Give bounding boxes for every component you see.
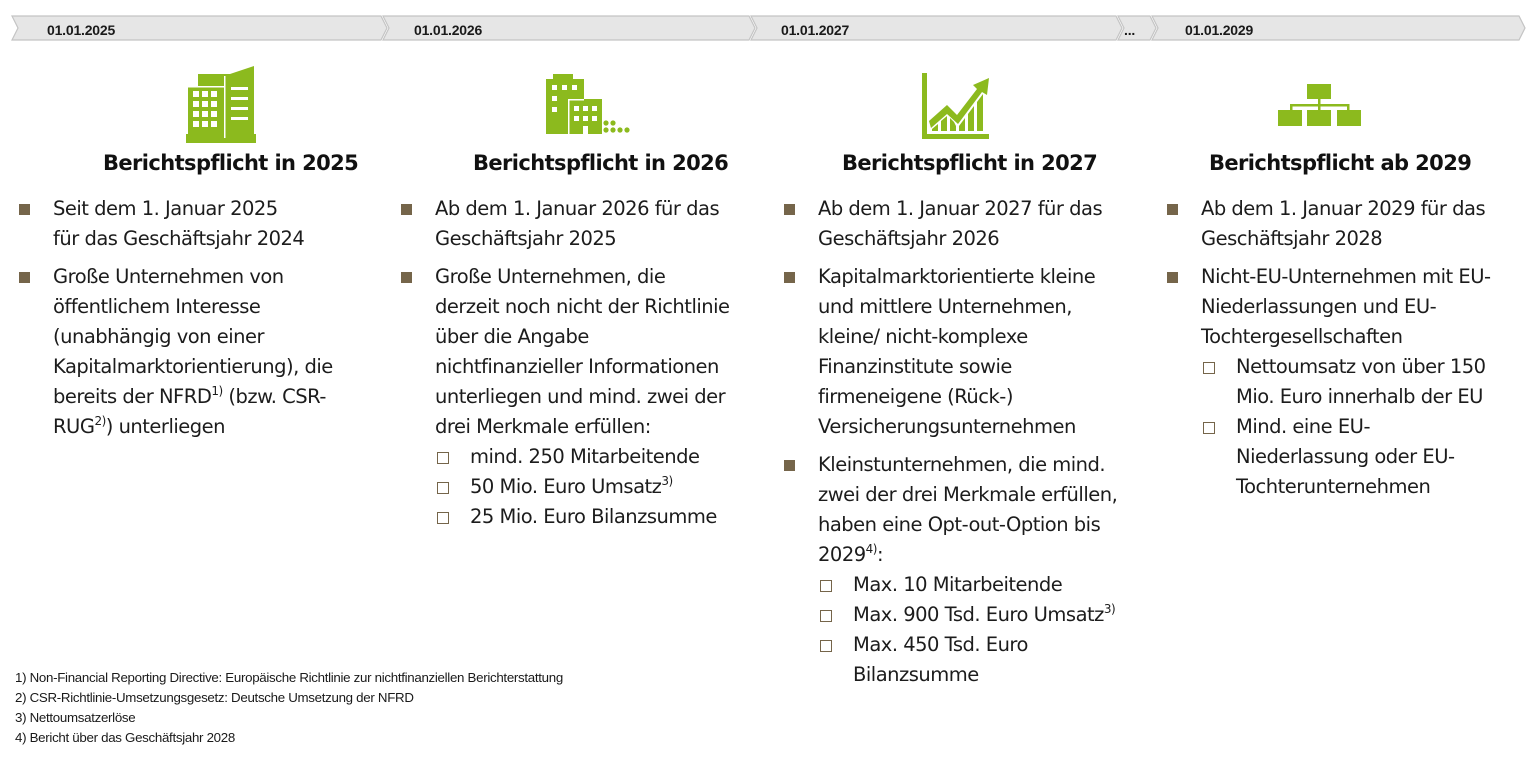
sub-list-item: 50 Mio. Euro Umsatz$^{3)}$	[435, 472, 775, 502]
sub-list-item: Max. 10 Mitarbeitende	[818, 570, 1158, 600]
timeline-label-2029: 01.01.2029	[1185, 22, 1254, 38]
footnote-ref: 3)	[661, 474, 673, 488]
footnote-3: 3) Nettoumsatzerlöse	[15, 710, 136, 725]
footnote-4: 4) Bericht über das Geschäftsjahr 2028	[15, 730, 235, 745]
timeline-label-2027: 01.01.2027	[781, 22, 850, 38]
column-title: Berichtspflicht in 2025	[103, 151, 359, 175]
sub-list	[818, 570, 1158, 690]
footnote-1: 1) Non-Financial Reporting Directive: Europäische Richtlinie zur nichtfinanziellen Berichterstattung	[15, 670, 563, 685]
company-buildings-icon	[545, 74, 631, 141]
org-chart-icon	[1278, 84, 1362, 133]
square-bullet-icon	[19, 204, 30, 215]
sub-list-item: Max. 450 Tsd. Euro Bilanzsumme	[818, 630, 1158, 690]
timeline-label-2025: 01.01.2025	[47, 22, 116, 38]
column-list	[435, 194, 775, 540]
footnote-ref: 1)	[211, 384, 223, 398]
timeline-label-ellipsis: ...	[1124, 22, 1136, 38]
list-item: Große Unternehmen, die derzeit noch nicht der Richtlinie über die Angabe nichtfinanzieller Informationen unterliegen und mind. zwei der drei Merkmale erfüllen: mind. 250 Mitarbeitende 50 Mio. Euro Umsatz$^{3)}$ 25 Mio. Euro Bilanzsumme	[435, 262, 775, 532]
hollow-square-bullet-icon	[820, 610, 832, 622]
hollow-square-bullet-icon	[437, 512, 449, 524]
hollow-square-bullet-icon	[820, 580, 832, 592]
footnote-2: 2) CSR-Richtlinie-Umsetzungsgesetz: Deutsche Umsetzung der NFRD	[15, 690, 414, 705]
column-title: Berichtspflicht in 2027	[842, 151, 1098, 175]
growth-chart-icon	[921, 73, 991, 144]
sub-list-item: mind. 250 Mitarbeitende	[435, 442, 775, 472]
square-bullet-icon	[784, 460, 795, 471]
sub-list-item: Max. 900 Tsd. Euro Umsatz$^{3)}$	[818, 600, 1158, 630]
hollow-square-bullet-icon	[437, 482, 449, 494]
square-bullet-icon	[401, 272, 412, 283]
list-item: Ab dem 1. Januar 2029 für das Geschäftsjahr 2028	[1201, 194, 1531, 254]
footnote-ref: 2)	[94, 414, 106, 428]
column-title: Berichtspflicht ab 2029	[1209, 151, 1472, 175]
sub-list	[1201, 352, 1531, 502]
hollow-square-bullet-icon	[1203, 362, 1215, 374]
footnote-ref: 4)	[865, 542, 877, 556]
square-bullet-icon	[19, 272, 30, 283]
square-bullet-icon	[784, 272, 795, 283]
footnotes	[15, 668, 563, 748]
column-title: Berichtspflicht in 2026	[473, 151, 729, 175]
hollow-square-bullet-icon	[1203, 422, 1215, 434]
hollow-square-bullet-icon	[437, 452, 449, 464]
office-buildings-icon	[186, 66, 258, 149]
square-bullet-icon	[1167, 272, 1178, 283]
list-item: Kleinstunternehmen, die mind. zwei der drei Merkmale erfüllen, haben eine Opt-out-Option bis 2029$^{4)}$: Max. 10 Mitarbeitende Max. 900 Tsd. Euro Umsatz$^{3)}$ Max. 450 Tsd. Euro Bilanzsumme	[818, 450, 1158, 690]
list-item: Ab dem 1. Januar 2027 für das Geschäftsjahr 2026	[818, 194, 1158, 254]
sub-list	[435, 442, 775, 532]
timeline-chevrons	[0, 0, 1536, 50]
sub-list-item: Mind. eine EU- Niederlassung oder EU- Tochterunternehmen	[1201, 412, 1531, 502]
hollow-square-bullet-icon	[820, 640, 832, 652]
sub-list-item: 25 Mio. Euro Bilanzsumme	[435, 502, 775, 532]
square-bullet-icon	[401, 204, 412, 215]
list-item: Seit dem 1. Januar 2025 für das Geschäftsjahr 2024	[53, 194, 383, 254]
list-item: Große Unternehmen von öffentlichem Interesse (unabhängig von einer Kapitalmarktorientierung), die bereits der NFRD$^{1)}$ (bzw. CSR- RUG$^{2)}$) unterliegen	[53, 262, 383, 442]
square-bullet-icon	[784, 204, 795, 215]
footnote-ref: 3)	[1103, 602, 1116, 616]
timeline-label-2026: 01.01.2026	[414, 22, 483, 38]
sub-list-item: Nettoumsatz von über 150 Mio. Euro innerhalb der EU	[1201, 352, 1531, 412]
list-item: Ab dem 1. Januar 2026 für das Geschäftsjahr 2025	[435, 194, 775, 254]
column-list	[1201, 194, 1531, 510]
column-list	[818, 194, 1158, 698]
list-item: Kapitalmarktorientierte kleine und mittlere Unternehmen, kleine/ nicht-komplexe Finanzinstitute sowie firmeneigene (Rück-) Versicherungsunternehmen	[818, 262, 1158, 442]
square-bullet-icon	[1167, 204, 1178, 215]
timeline	[0, 0, 1536, 50]
column-list	[53, 194, 383, 450]
list-item: Nicht-EU-Unternehmen mit EU- Niederlassungen und EU- Tochtergesellschaften Nettoumsatz von über 150 Mio. Euro innerhalb der EU Mind. eine EU- Niederlassung oder EU- Tochterunternehmen	[1201, 262, 1531, 502]
